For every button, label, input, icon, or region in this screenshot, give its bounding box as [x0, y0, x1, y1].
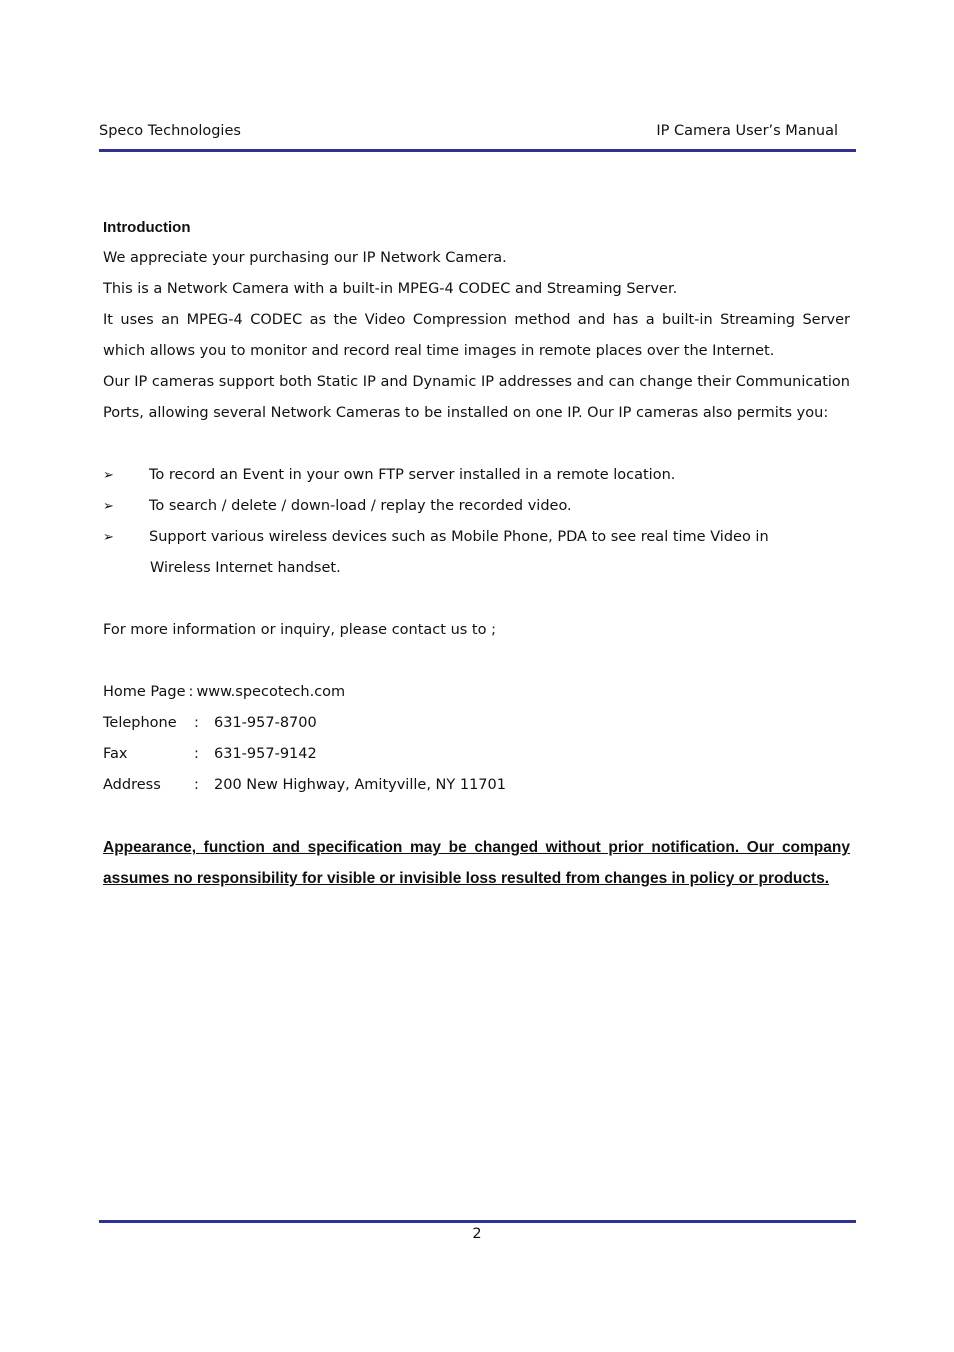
- contact-address: [103, 770, 850, 801]
- arrowhead-bullet-icon: ➢: [103, 530, 114, 545]
- header-manual-title: IP Camera User’s Manual: [656, 123, 838, 139]
- footer-divider: [99, 1220, 856, 1223]
- contact-label: Fax: [103, 746, 128, 762]
- list-item-continuation: Wireless Internet handset.: [150, 560, 341, 576]
- list-item: [103, 460, 850, 491]
- contact-value: 631-957-9142: [214, 746, 317, 762]
- contact-separator: :: [188, 684, 194, 700]
- section-heading: Introduction: [103, 219, 191, 236]
- list-item-text: To search / delete / down-load / replay the recorded video.: [149, 498, 572, 514]
- contact-fax: [103, 739, 850, 770]
- list-item: [103, 522, 850, 553]
- list-item-text: To record an Event in your own FTP server installed in a remote location.: [149, 467, 676, 483]
- header-divider: [99, 149, 856, 152]
- intro-paragraph-3: It uses an MPEG-4 CODEC as the Video Compression method and has a built-in Streaming Server which allows you to monitor and record real time images in remote places over the Internet.: [103, 312, 850, 359]
- list-item: [103, 491, 850, 522]
- contact-separator: :: [194, 777, 199, 793]
- feature-list: [103, 460, 850, 584]
- document-body: [103, 212, 850, 894]
- contact-label: Telephone: [103, 715, 177, 731]
- intro-paragraph-1: We appreciate your purchasing our IP Network Camera.: [103, 250, 507, 266]
- intro-paragraph-2: This is a Network Camera with a built-in MPEG-4 CODEC and Streaming Server.: [103, 281, 678, 297]
- header-company: Speco Technologies: [99, 123, 241, 139]
- contact-separator: :: [194, 746, 199, 762]
- contact-telephone: [103, 708, 850, 739]
- contact-label: Home Page: [103, 684, 186, 700]
- spacer: [103, 429, 850, 460]
- arrowhead-bullet-icon: ➢: [103, 468, 114, 483]
- contact-separator: :: [194, 715, 199, 731]
- arrowhead-bullet-icon: ➢: [103, 499, 114, 514]
- disclaimer-notice: Appearance, function and specification may be changed without prior notification. Our company assumes no responsibility for visible or invisible loss resulted from changes in policy or products.: [103, 839, 850, 887]
- contact-homepage: [103, 677, 850, 708]
- homepage-link[interactable]: www.specotech.com: [196, 684, 346, 700]
- spacer: [103, 801, 850, 832]
- intro-paragraph-4: Our IP cameras support both Static IP and Dynamic IP addresses and can change their Communication Ports, allowing several Network Cameras to be installed on one IP. Our IP cameras also permits you:: [103, 374, 850, 421]
- spacer: [103, 584, 850, 615]
- contact-label: Address: [103, 777, 161, 793]
- page-number: 2: [472, 1226, 482, 1242]
- contact-value: 631-957-8700: [214, 715, 317, 731]
- list-item-text: Support various wireless devices such as Mobile Phone, PDA to see real time Video in: [149, 529, 769, 545]
- spacer: [103, 646, 850, 677]
- contact-value: 200 New Highway, Amityville, NY 11701: [214, 777, 506, 793]
- contact-intro: For more information or inquiry, please contact us to ;: [103, 622, 496, 638]
